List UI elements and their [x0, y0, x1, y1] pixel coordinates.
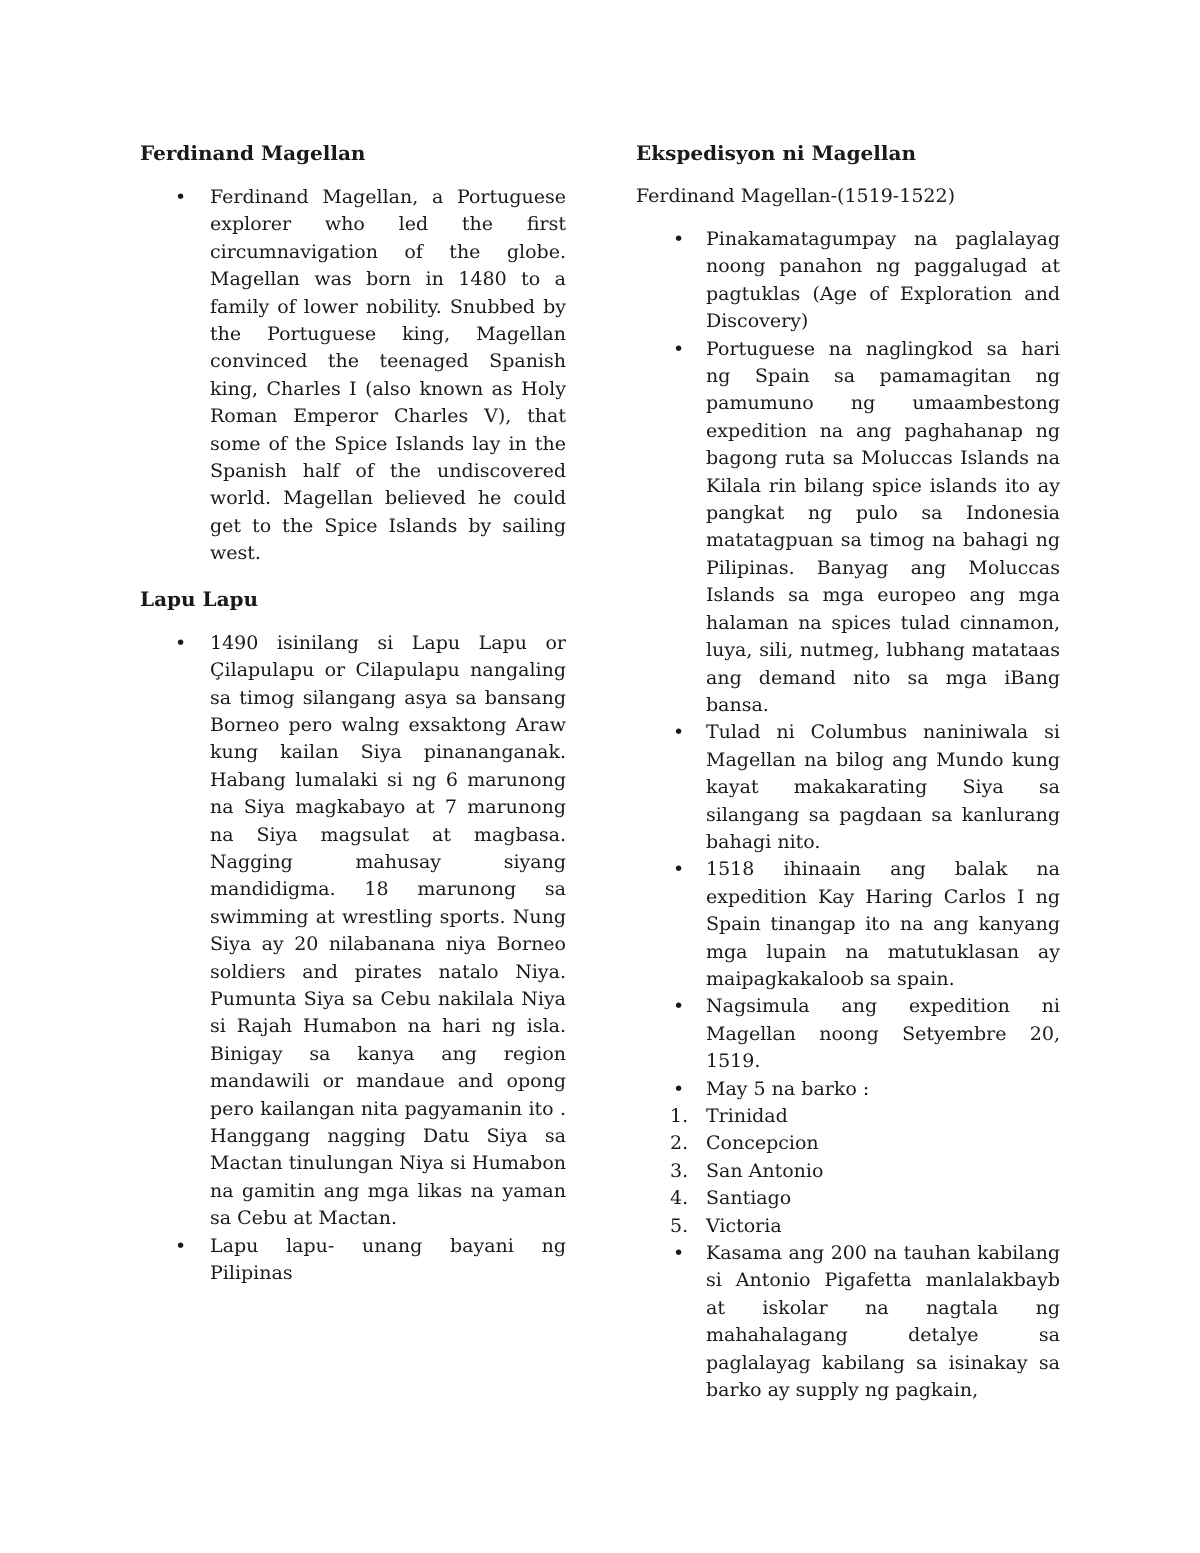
ship-item [636, 1130, 1060, 1157]
list-item-text: 1518 ihinaain ang balak na expedition Kay Haring Carlos I ng Spain tinangap ito na ang kanyang mga lupain na matutuklasan ay maipagkakaloob sa spain. [706, 858, 1060, 990]
list-item-text: May 5 na barko : [706, 1077, 870, 1100]
bullet-icon: • [673, 337, 685, 360]
ship-name: San Antonio [706, 1159, 824, 1182]
list-item-text: Kasama ang 200 na tauhan kabilang si Antonio Pigafetta manlalakbayb at iskolar na nagtala ng mahahalagang detalye sa paglalayag kabilang sa isinakay sa barko ay supply ng pagkain, [706, 1242, 1060, 1402]
bullet-list-crew [636, 1240, 1060, 1404]
list-item-text: Lapu lapu- unang bayani ng Pilipinas [210, 1234, 566, 1285]
ship-name: Santiago [706, 1187, 792, 1210]
list-item [636, 336, 1060, 720]
left-column [140, 138, 566, 1287]
list-item [140, 1233, 566, 1288]
list-item-text: Portuguese na naglingkod sa hari ng Spain sa pamamagitan ng pamumuno ng umaambestong expedition na ang paghahanap ng bagong ruta sa Moluccas Islands na Kilala rin bilang spice islands ito ay pangkat ng pulo sa Indonesia matatagpuan sa timog na bahagi ng Pilipinas. Banyag ang Moluccas Islands sa mga europeo ang mga halaman na spices tulad cinnamon, luya, sili, nutmeg, lubhang matataas ang demand nito sa mga iBang bansa. [706, 337, 1060, 716]
bullet-icon: • [175, 631, 187, 654]
bullet-icon: • [175, 1234, 187, 1257]
numbered-list-ships [636, 1103, 1060, 1240]
ship-name: Concepcion [706, 1132, 819, 1155]
list-item [636, 993, 1060, 1075]
ship-item [636, 1213, 1060, 1240]
list-number: 5. [670, 1214, 689, 1237]
list-number: 1. [670, 1105, 689, 1127]
right-column [636, 138, 1060, 1404]
ship-name: Victoria [706, 1214, 782, 1237]
list-number: 3. [670, 1159, 689, 1182]
ship-name: Trinidad [706, 1105, 788, 1127]
bullet-icon: • [673, 1077, 685, 1100]
list-item-text: Ferdinand Magellan, a Portuguese explorer who led the first circumnavigation of the globe. Magellan was born in 1480 to a family of lower nobility. Snubbed by the Portuguese king, Magellan convinced the teenaged Spanish king, Charles I (also known as Holy Roman Emperor Charles V), that some of the Spice Islands lay in the Spanish half of the undiscovered world. Magellan believed he could get to the Spice Islands by sailing west. [210, 186, 566, 565]
list-item-text: Nagsimula ang expedition ni Magellan noong Setyembre 20, 1519. [706, 995, 1060, 1073]
bullet-icon: • [673, 858, 685, 881]
subtitle-dates: Ferdinand Magellan-(1519-1522) [636, 185, 955, 207]
bullet-icon: • [673, 995, 685, 1018]
bullet-list-ekspedisyon [636, 226, 1060, 1103]
bullet-icon: • [175, 186, 187, 208]
list-item-text: 1490 isinilang si Lapu Lapu or Çilapulapu or Cilapulapu nangaling sa timog silangang asya sa bansang Borneo pero walng exsaktong Araw kung kailan Siya pinananganak. Habang lumalaki si ng 6 marunong na Siya magkabayo at 7 marunong na Siya magsulat at magbasa. Nagging mahusay siyang mandidigma. 18 marunong sa swimming at wrestling sports. Nung Siya ay 20 nilabanana niya Borneo soldiers and pirates natalo Niya. Pumunta Siya sa Cebu nakilala Niya si Rajah Humabon na hari ng isla. Binigay sa kanya ang region mandawili or mandaue and opong pero kailangan nita pagyamanin ito . Hanggang nagging Datu Siya sa Mactan tinulungan Niya si Humabon na gamitin ang mga likas na yaman sa Cebu at Mactan. [210, 631, 566, 1230]
heading-lapu-lapu: Lapu Lapu [140, 586, 259, 611]
bullet-icon: • [673, 1242, 685, 1265]
list-item [636, 856, 1060, 993]
heading-ferdinand-magellan: Ferdinand Magellan [140, 141, 366, 165]
ship-item [636, 1185, 1060, 1212]
bullet-icon: • [673, 721, 685, 744]
ship-item [636, 1103, 1060, 1130]
list-item-text: Tulad ni Columbus naniniwala si Magellan na bilog ang Mundo kung kayat makakarating Siya sa silangang sa pagdaan sa kanlurang bahagi nito. [706, 721, 1060, 853]
list-number: 4. [670, 1187, 689, 1210]
list-item [140, 630, 566, 1233]
bullet-list-magellan [140, 184, 566, 568]
bullet-list-lapu-lapu [140, 630, 566, 1288]
list-item [636, 1240, 1060, 1404]
bullet-icon: • [673, 228, 685, 250]
list-number: 2. [670, 1132, 689, 1155]
list-item-text: Pinakamatagumpay na paglalayag noong panahon ng paggalugad at pagtuklas (Age of Exploration and Discovery) [706, 228, 1060, 333]
list-item [636, 226, 1060, 336]
ship-item [636, 1158, 1060, 1185]
heading-ekspedisyon: Ekspedisyon ni Magellan [636, 141, 916, 165]
list-item [140, 184, 566, 568]
list-item [636, 1076, 1060, 1103]
list-item [636, 719, 1060, 856]
